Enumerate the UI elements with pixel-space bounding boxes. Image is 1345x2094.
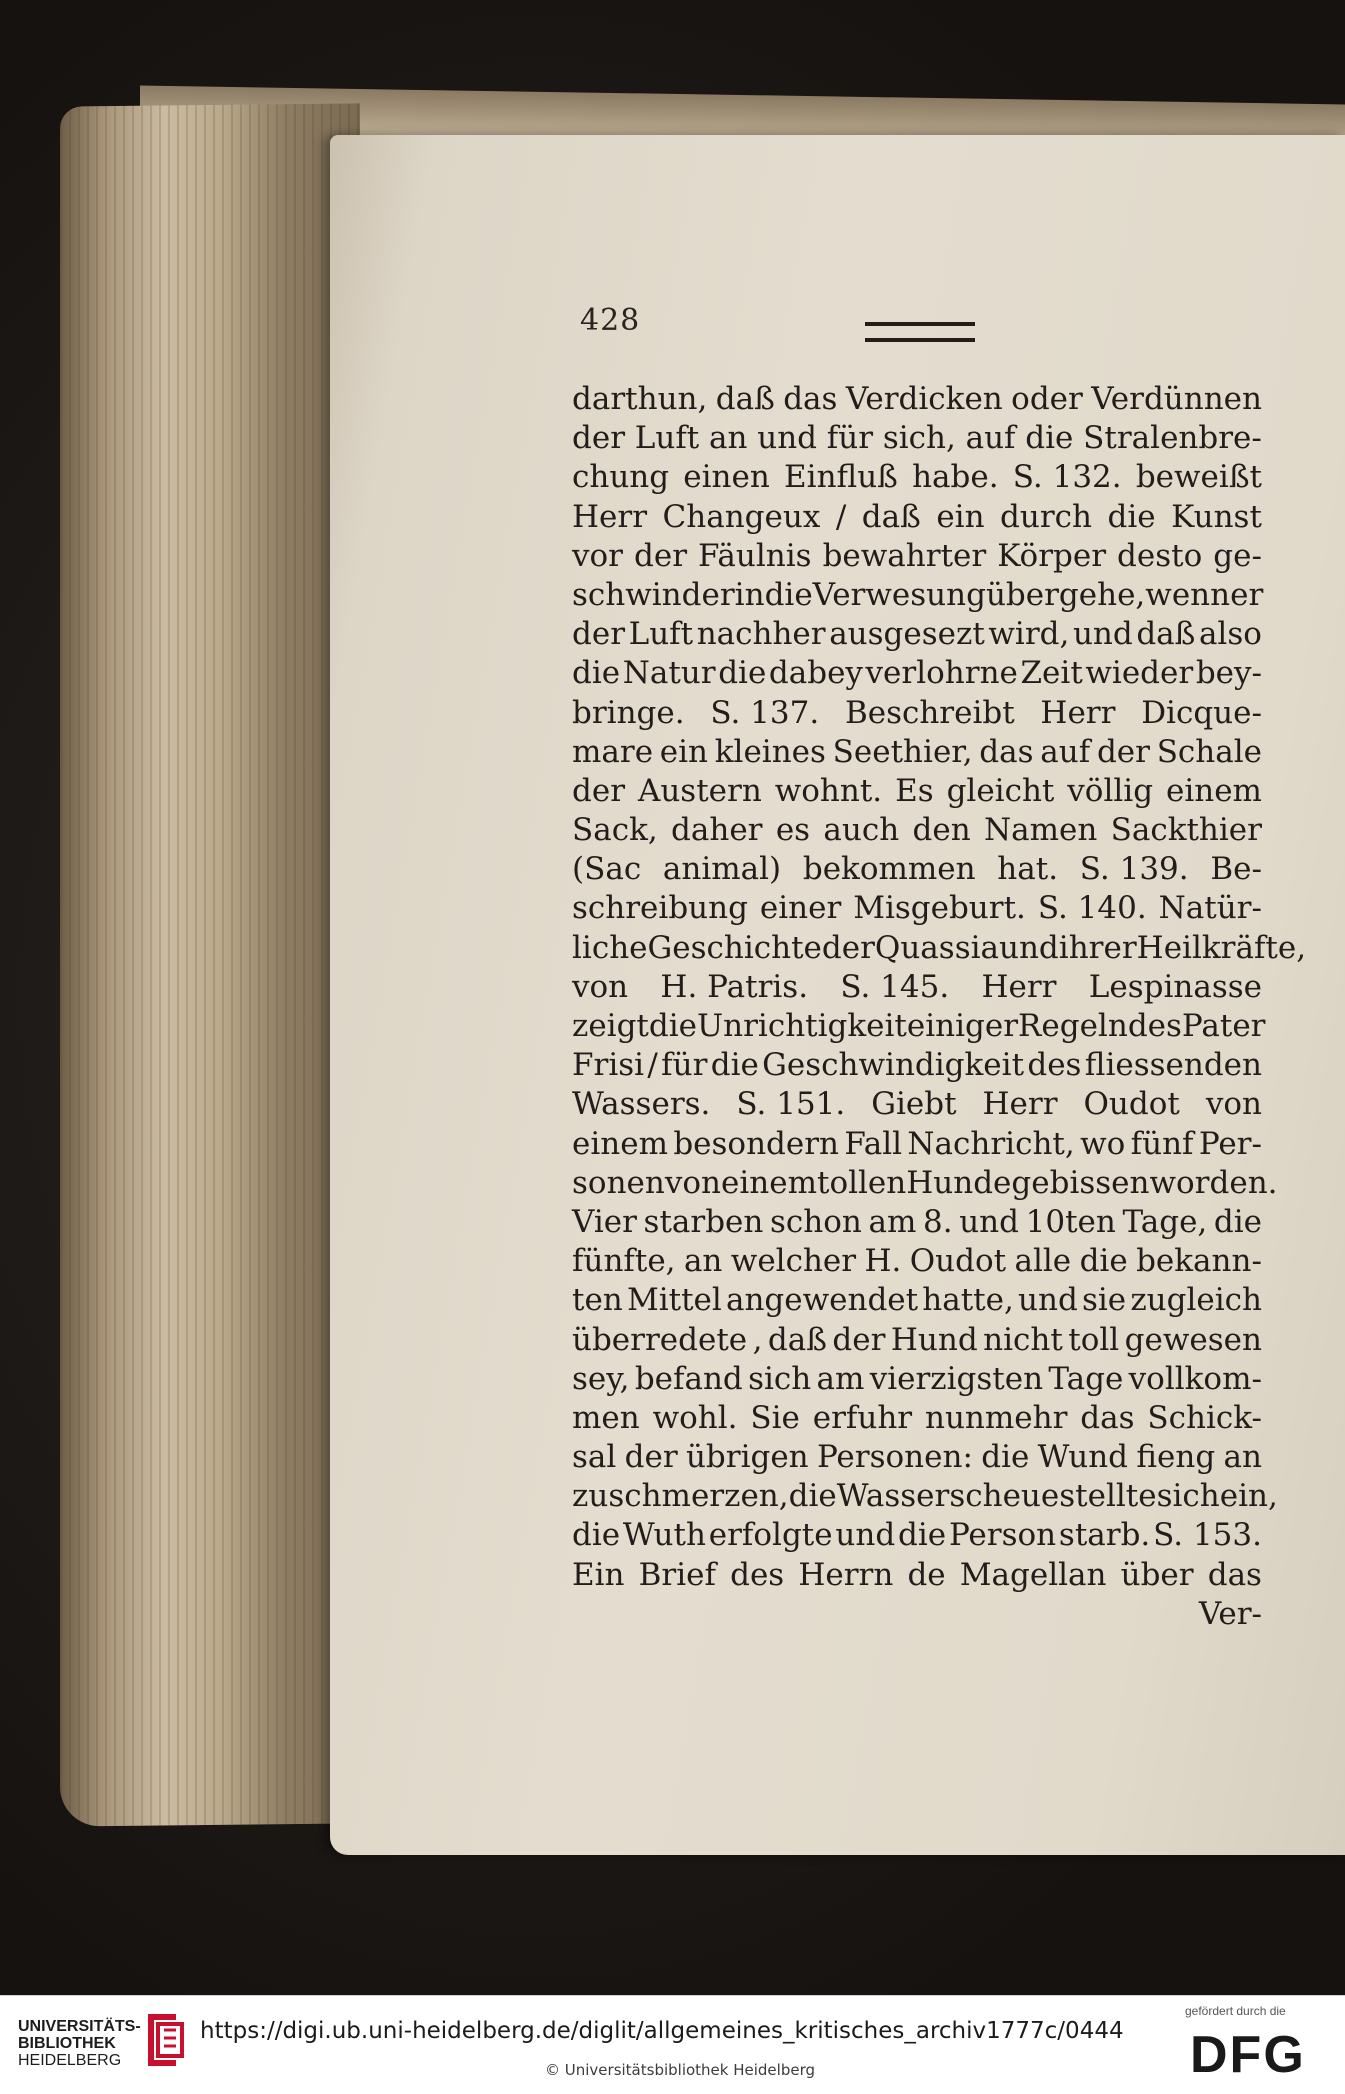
text-word: Körper	[997, 537, 1107, 574]
text-word: der	[832, 1321, 886, 1358]
text-word: ein	[936, 498, 985, 535]
text-word: Es	[895, 772, 934, 809]
text-word: Natür-	[1158, 890, 1262, 927]
text-word: Namen	[983, 812, 1098, 849]
text-word: die	[981, 1439, 1030, 1476]
text-word: wohl.	[652, 1399, 738, 1436]
text-word: es	[775, 812, 811, 849]
text-word: S. 139.	[1079, 851, 1189, 888]
text-word: einen	[683, 459, 770, 496]
text-word: fünfte,	[572, 1243, 676, 1280]
text-word: gleicht	[946, 772, 1055, 809]
text-word: für	[661, 1047, 708, 1084]
text-word: ,	[752, 1321, 763, 1358]
text-word: übrigen	[685, 1439, 809, 1476]
text-word: oder	[1011, 381, 1083, 417]
text-word: Hund	[890, 1321, 978, 1358]
text-word: Unrichtigkeit	[697, 1008, 907, 1044]
text-word: von	[664, 1164, 722, 1201]
text-word: S. 137.	[710, 694, 820, 731]
text-word: bringe.	[572, 694, 685, 731]
text-word: Beschreibt	[844, 694, 1015, 731]
text-word: schon	[770, 1203, 862, 1240]
text-word: hatte,	[922, 1282, 1014, 1319]
text-word: einer	[759, 890, 842, 927]
text-line	[572, 968, 1262, 1007]
copyright-notice: © Universitätsbibliothek Heidelberg	[545, 2061, 816, 2079]
permalink-url[interactable]: https://digi.ub.uni-heidelberg.de/diglit/allgemeines_kritisches_archiv1777c/0444	[200, 2018, 1124, 2044]
text-word: gewesen	[1124, 1321, 1262, 1358]
text-word: auf	[965, 420, 1016, 457]
text-word: Tage,	[1122, 1203, 1208, 1240]
text-word: Sie	[750, 1399, 800, 1436]
text-line	[572, 1477, 1278, 1516]
text-word: die	[788, 1478, 837, 1515]
text-word: Seethier,	[832, 733, 973, 770]
text-word: sie	[1081, 1282, 1127, 1319]
text-word: Giebt	[871, 1086, 957, 1123]
text-word: gebissen	[1011, 1164, 1150, 1201]
text-word: angewendet	[725, 1282, 919, 1319]
text-word: Per-	[1198, 1125, 1262, 1162]
text-word: Personen:	[816, 1439, 973, 1476]
text-line	[572, 537, 1262, 576]
text-line	[572, 654, 1262, 693]
text-word: Geschichte	[647, 929, 822, 966]
funding-label: gefördert durch die	[1185, 2004, 1286, 2018]
text-word: die	[764, 576, 813, 613]
text-line	[572, 1360, 1262, 1399]
text-word: Herrn	[798, 1556, 894, 1593]
text-word: an	[709, 420, 748, 457]
text-word: men	[572, 1399, 640, 1436]
text-word: Wasserscheue	[836, 1478, 1060, 1515]
text-word: von	[572, 968, 629, 1005]
text-word: Austern	[637, 772, 762, 809]
text-word: Zeit	[1020, 655, 1083, 692]
text-word: Quassia	[874, 929, 999, 966]
text-word: Brief	[638, 1556, 716, 1593]
page-text-block	[572, 380, 1307, 1634]
text-word: er	[1230, 576, 1264, 613]
text-word: besondern	[673, 1125, 840, 1162]
text-word: ein,	[1219, 1478, 1278, 1515]
text-word: den	[912, 812, 971, 849]
text-word: (Sac	[572, 851, 642, 888]
text-word: Mittel	[626, 1282, 722, 1319]
text-word: habe.	[912, 459, 999, 496]
text-word: 10ten	[1025, 1203, 1116, 1240]
text-line	[572, 1516, 1262, 1555]
library-name-line-2: BIBLIOTHEK	[18, 2035, 116, 2052]
text-word: Kunst	[1171, 498, 1262, 535]
text-word: Sack,	[572, 812, 658, 849]
text-word: toll	[1068, 1321, 1120, 1358]
text-word: welcher	[730, 1243, 857, 1280]
text-word: die	[1025, 420, 1074, 457]
text-word: Vier	[572, 1203, 637, 1240]
text-word: überredete	[572, 1321, 748, 1358]
text-word: sich	[1156, 1478, 1220, 1515]
text-word: die	[710, 1047, 759, 1084]
text-word: fieng	[1136, 1439, 1216, 1476]
text-word: daß	[861, 498, 921, 535]
library-logo-icon[interactable]	[138, 2010, 186, 2070]
text-word: des	[1027, 1047, 1082, 1084]
library-logo-text[interactable]	[18, 2018, 141, 2069]
text-word: ten	[572, 1282, 623, 1319]
text-word: S. 132.	[1012, 459, 1122, 496]
text-word: worden.	[1149, 1164, 1278, 1201]
text-word: desto	[1117, 537, 1203, 574]
text-line	[572, 1321, 1262, 1360]
text-word: starben	[643, 1203, 764, 1240]
text-word: die	[648, 1008, 698, 1044]
text-word: für	[826, 420, 874, 457]
text-word: die	[718, 655, 767, 692]
text-word: zu	[572, 1478, 609, 1515]
text-line	[572, 419, 1262, 458]
text-word: Oudot	[1083, 1086, 1180, 1123]
text-word: chung	[572, 459, 670, 496]
page-number: 428	[580, 303, 641, 338]
text-word: Person	[948, 1517, 1057, 1554]
text-word: Wund	[1037, 1439, 1129, 1476]
text-word: Geschwindigkeit	[762, 1047, 1025, 1084]
text-line	[572, 380, 1262, 419]
text-word: daß	[715, 381, 775, 417]
text-word: S. 151.	[736, 1086, 846, 1123]
text-word: durch	[1000, 498, 1093, 535]
text-word: Natur	[622, 655, 716, 692]
text-word: sal	[572, 1439, 617, 1476]
text-word: der	[624, 1439, 678, 1476]
text-word: erfuhr	[812, 1399, 913, 1436]
text-word: völlig	[1067, 772, 1154, 809]
text-word: liche	[572, 929, 648, 966]
text-word: an	[1223, 1439, 1262, 1476]
text-word: 8.	[923, 1203, 953, 1240]
text-line	[572, 772, 1262, 811]
text-word: wird,	[988, 616, 1070, 653]
text-word: die	[572, 1517, 621, 1554]
text-word: des	[1127, 1008, 1182, 1044]
text-word: Ein	[572, 1556, 625, 1593]
text-word: das	[1207, 1556, 1262, 1593]
text-line	[572, 1007, 1266, 1046]
text-word: über	[1120, 1556, 1194, 1593]
text-word: in	[734, 576, 765, 613]
text-word: Frisi	[572, 1047, 645, 1084]
text-word: Herr	[1040, 694, 1116, 731]
text-word: /	[835, 498, 847, 535]
catchword-line	[572, 1595, 1262, 1634]
text-line	[572, 1164, 1278, 1203]
text-line	[572, 929, 1307, 968]
text-word: ge-	[1213, 537, 1262, 574]
text-line	[572, 615, 1262, 654]
text-line	[572, 694, 1262, 733]
text-word: schmerzen,	[608, 1478, 789, 1515]
text-word: animal)	[662, 851, 782, 888]
text-word: wohnt.	[774, 772, 883, 809]
text-word: H. Patris.	[660, 968, 809, 1005]
text-word: ihrer	[1058, 929, 1137, 966]
text-word: der	[572, 772, 626, 809]
library-name-line-3: HEIDELBERG	[18, 2052, 122, 2069]
text-word: Fall	[844, 1125, 903, 1162]
text-word: bey-	[1195, 655, 1262, 692]
text-word: auch	[823, 812, 900, 849]
text-word: des	[730, 1556, 785, 1593]
text-word: Verdünnen	[1091, 381, 1262, 417]
text-word: übergehe,	[985, 576, 1146, 613]
text-word: beweißt	[1135, 459, 1262, 496]
text-word: Regeln	[1018, 1008, 1128, 1044]
text-word: Oudot	[909, 1243, 1007, 1280]
text-word: Wassers.	[572, 1086, 711, 1123]
text-word: der	[1096, 733, 1150, 770]
text-word: Herr	[572, 498, 648, 535]
text-word: der	[821, 929, 875, 966]
text-line	[572, 889, 1262, 928]
text-word: Einfluß	[784, 459, 898, 496]
text-line	[572, 1556, 1262, 1595]
library-name-line-1: UNIVERSITÄTS-	[18, 2018, 141, 2035]
text-word: der	[572, 420, 626, 457]
text-word: sich	[748, 1360, 812, 1397]
text-word: S. 145.	[840, 968, 950, 1005]
text-word: Changeux	[662, 498, 821, 535]
text-word: fliessenden	[1084, 1047, 1262, 1084]
text-word: Luft	[628, 616, 694, 653]
text-word: stellte	[1059, 1478, 1157, 1515]
text-word: daher	[671, 812, 763, 849]
text-word: bekann-	[1136, 1243, 1262, 1280]
dfg-logo[interactable]	[1188, 2024, 1328, 2080]
text-word: der	[572, 616, 626, 653]
text-word: die	[898, 1517, 947, 1554]
text-word: sey,	[572, 1360, 630, 1397]
text-word: tollen	[816, 1164, 907, 1201]
text-word: das	[979, 733, 1034, 770]
text-line	[572, 1438, 1262, 1477]
text-word: fünf	[1130, 1125, 1194, 1162]
text-word: Herr	[981, 968, 1057, 1005]
text-word: schwinder	[572, 576, 735, 613]
text-word: ein	[659, 733, 709, 770]
text-word: dabey	[768, 655, 863, 692]
text-word: Tage	[1048, 1360, 1124, 1397]
text-word: und	[757, 420, 818, 457]
text-word: Verdicken	[845, 381, 1003, 417]
text-word: die	[572, 655, 621, 692]
text-word: mare	[572, 733, 654, 770]
text-word: Herr	[982, 1086, 1058, 1123]
text-word: verlohrne	[865, 655, 1018, 692]
text-word: daß	[767, 1321, 827, 1358]
text-word: alle	[1014, 1243, 1072, 1280]
text-word: hat.	[997, 851, 1059, 888]
text-word: vollkom-	[1128, 1360, 1262, 1397]
text-word: befand	[634, 1360, 743, 1397]
text-word: Misgeburt.	[853, 890, 1026, 927]
text-line	[572, 1203, 1262, 1242]
text-word: die	[1107, 498, 1156, 535]
text-word: am	[868, 1203, 917, 1240]
text-word: einem	[1165, 772, 1262, 809]
text-word: wieder	[1085, 655, 1194, 692]
text-word: nunmehr	[924, 1399, 1068, 1436]
text-line	[572, 1242, 1262, 1281]
text-word: Hunde	[906, 1164, 1012, 1201]
text-word: S. 140.	[1037, 890, 1147, 927]
text-word: nachher	[696, 616, 826, 653]
text-word: an	[683, 1243, 723, 1280]
svg-text:DFG: DFG	[1190, 2026, 1306, 2080]
header-rule	[865, 322, 975, 342]
viewer-footer	[0, 1995, 1345, 2094]
text-line	[572, 576, 1262, 615]
text-word: und	[1072, 616, 1133, 653]
text-line	[572, 733, 1262, 772]
text-word: sonen	[572, 1164, 665, 1201]
text-word: Stralenbre-	[1083, 420, 1262, 457]
text-word: S. 153.	[1153, 1517, 1262, 1554]
text-word: Luft	[634, 420, 700, 457]
text-line	[572, 1125, 1262, 1164]
text-line	[572, 498, 1262, 537]
text-word: Be-	[1210, 851, 1262, 888]
text-word: von	[1205, 1086, 1262, 1123]
text-word: die	[1213, 1203, 1262, 1240]
text-word: also	[1198, 616, 1262, 653]
text-word: am	[816, 1360, 865, 1397]
text-word: daß	[1136, 616, 1196, 653]
text-word: auf	[1040, 733, 1091, 770]
text-word: sich,	[882, 420, 956, 457]
text-word: die	[1079, 1243, 1128, 1280]
text-word: H.	[864, 1243, 902, 1280]
text-word: darthun,	[572, 381, 708, 417]
text-word: und	[1018, 1282, 1078, 1319]
text-word: Magellan	[959, 1556, 1107, 1593]
text-word: Pater	[1181, 1008, 1266, 1044]
text-line	[572, 811, 1262, 850]
text-word: vierzigsten	[869, 1360, 1044, 1397]
text-word: Lespinasse	[1088, 968, 1262, 1005]
text-line	[572, 1281, 1262, 1320]
text-word: kleines	[714, 733, 826, 770]
text-word: und	[959, 1203, 1019, 1240]
text-word: wo	[1080, 1125, 1126, 1162]
text-word: und	[999, 929, 1059, 966]
text-word: zeigt	[572, 1008, 649, 1044]
text-word: nicht	[983, 1321, 1063, 1358]
text-word: ausgesezt	[829, 616, 985, 653]
catchword: Ver-	[1198, 1595, 1262, 1632]
text-word: das	[1080, 1399, 1135, 1436]
text-word: bewahrter	[822, 537, 987, 574]
text-word: Verwesung	[812, 576, 986, 613]
text-word: Nachricht,	[907, 1125, 1075, 1162]
text-word: der	[634, 537, 688, 574]
text-word: Heilkräfte,	[1136, 929, 1307, 966]
text-line	[572, 850, 1262, 889]
text-line	[572, 458, 1262, 497]
text-word: Fäulnis	[698, 537, 812, 574]
text-word: das	[783, 381, 838, 417]
text-word: zugleich	[1130, 1282, 1262, 1319]
text-word: und	[835, 1517, 896, 1554]
text-word: erfolgte	[708, 1517, 833, 1554]
text-word: de	[907, 1556, 946, 1593]
text-word: schreibung	[572, 890, 748, 927]
text-word: bekommen	[802, 851, 976, 888]
text-line	[572, 1085, 1262, 1124]
text-word: Schick-	[1147, 1399, 1262, 1436]
text-line	[572, 1399, 1262, 1438]
text-word: starb.	[1058, 1517, 1151, 1554]
text-word: Dicque-	[1141, 694, 1262, 731]
text-word: Wuth	[622, 1517, 706, 1554]
text-word: wenn	[1145, 576, 1231, 613]
book-fore-edge	[60, 103, 360, 1826]
text-line	[572, 1046, 1262, 1085]
text-word: einem	[721, 1164, 817, 1201]
text-word: einiger	[906, 1008, 1019, 1044]
text-word: Sackthier	[1110, 812, 1262, 849]
text-word: Schale	[1156, 733, 1262, 770]
text-word: vor	[572, 537, 623, 574]
text-word: einem	[572, 1125, 668, 1162]
text-word: /	[647, 1047, 658, 1084]
